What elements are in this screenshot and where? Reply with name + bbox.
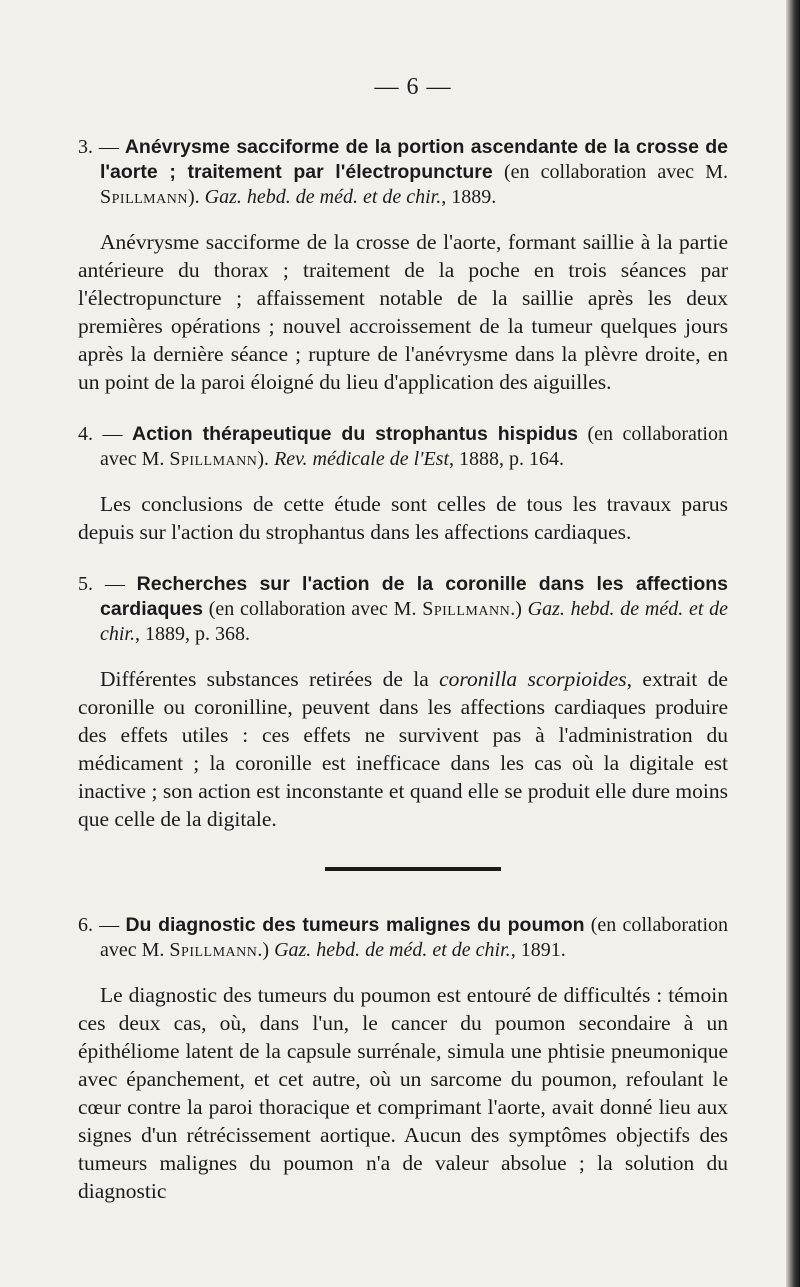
entry-number: 3. — (78, 136, 119, 158)
abstract-text: , extrait de coronille ou coronilline, peuvent dans les affections cardiaques produire des effets utiles : ces effets ne survivent pas à l'administration du médicament ; la coronille est inefficace dans les cas où la digitale est inactive ; son action est inconstante et quand elle se produit elle dure moins que celle de la digitale. (78, 667, 728, 831)
entry-collaboration: (en collaboration avec M. (208, 598, 417, 620)
species-name: coronilla scorpioides (439, 667, 627, 691)
section-separator-rule (325, 867, 501, 871)
entry-collaboration: (en collaboration avec M. (100, 914, 729, 961)
page-number: — 6 — (374, 74, 452, 100)
page-edge-shadow (786, 0, 800, 1287)
entry-reference: , 1888, p. 164. (449, 448, 565, 470)
entry-5-abstract (78, 665, 728, 833)
collaborator-name: Spillmann (169, 448, 258, 470)
entry-title: Anévrysme sacciforme de la portion ascendante de la crosse de l'aorte ; traitement par l'électropuncture (100, 136, 729, 183)
entry-collaboration: (en collaboration avec M. (100, 423, 728, 470)
entry-reference: , 1891. (510, 939, 566, 961)
document-page (78, 74, 728, 1231)
entry-number: 5. — (78, 573, 125, 595)
entry-collab-suffix: .) (257, 939, 270, 961)
entry-number: 4. — (78, 423, 123, 445)
entry-6-abstract: Le diagnostic des tumeurs du poumon est entouré de difficultés : témoin ces deux cas, où, dans l'un, le cancer du poumon secondaire à un épithéliome latent de la capsule surrénale, simula une phtisie pneumonique avec épanchement, et cet autre, où un sarcome du poumon, refoulant le cœur contre la paroi thoracique et comprimant l'aorte, avait donné lieu aux signes d'un rétrécissement aortique. Aucun des symptômes objectifs des tumeurs malignes du poumon n'a de valeur absolue ; la solution du diagnostic (78, 983, 728, 1203)
entry-6-heading (78, 913, 728, 963)
entry-3-heading (78, 135, 728, 210)
entry-3-abstract: Anévrysme sacciforme de la crosse de l'aorte, formant saillie à la partie antérieure du thorax ; traitement de la poche en trois séances par l'électropuncture ; affaissement notable de la saillie après les deux premières opérations ; nouvel accroissement de la tumeur quelques jours après la dernière séance ; rupture de l'anévrysme dans la plèvre droite, en un point de la paroi éloigné du lieu d'application des aiguilles. (78, 230, 728, 394)
entry-source: Gaz. hebd. de méd. et de chir. (274, 939, 511, 961)
entry-source: Gaz. hebd. de méd. et de chir. (100, 598, 729, 645)
entry-collaboration: (en collaboration avec M. (503, 161, 728, 183)
entry-title: Du diagnostic des tumeurs malignes du poumon (125, 914, 585, 936)
entry-4-heading (78, 422, 728, 472)
collaborator-name: Spillmann (169, 939, 258, 961)
entry-number: 6. — (78, 914, 120, 936)
entry-title: Recherches sur l'action de la coronille dans les affections cardiaques (100, 573, 728, 620)
collaborator-name: Spillmann (100, 186, 188, 208)
entry-source: Gaz. hebd. de méd. et de chir. (204, 186, 442, 208)
entry-collab-suffix: ). (187, 186, 200, 208)
collaborator-name: Spillmann (422, 598, 511, 620)
entry-4-abstract: Les conclusions de cette étude sont celles de tous les travaux parus depuis sur l'action du strophantus dans les affections cardiaques. (78, 492, 728, 544)
entry-5-heading (78, 572, 728, 647)
entry-collab-suffix: ). (257, 448, 270, 470)
abstract-text: Différentes substances retirées de la (100, 667, 440, 691)
entry-title: Action thérapeutique du strophantus hispidus (132, 423, 578, 445)
entry-reference: , 1889. (441, 186, 497, 208)
entry-collab-suffix: .) (510, 598, 522, 620)
entry-reference: , 1889, p. 368. (135, 623, 250, 645)
entry-source: Rev. médicale de l'Est (274, 448, 450, 470)
